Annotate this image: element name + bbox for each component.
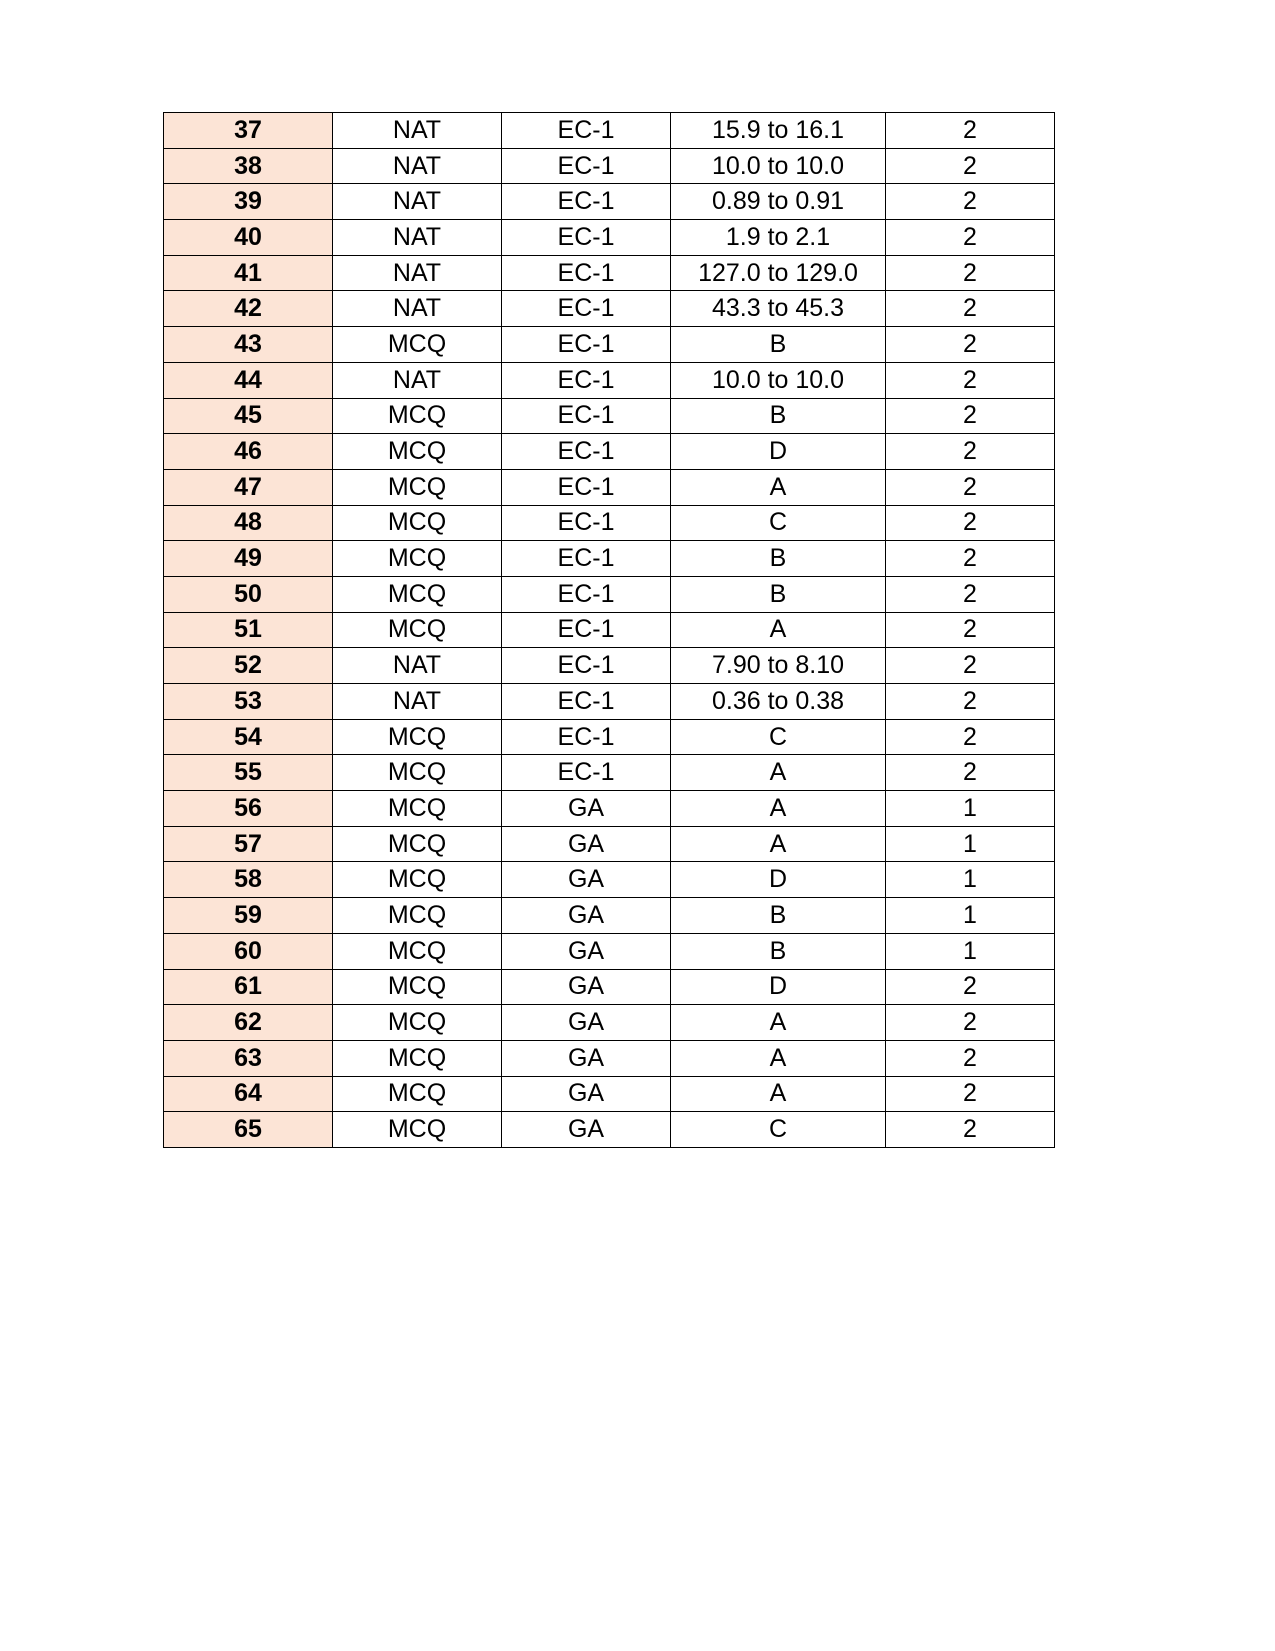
question-number-cell: 47 <box>164 469 333 505</box>
marks-cell: 2 <box>886 648 1055 684</box>
marks-cell: 2 <box>886 398 1055 434</box>
question-type-cell: MCQ <box>333 826 502 862</box>
question-type-cell: NAT <box>333 113 502 149</box>
table-row <box>164 220 1055 256</box>
question-number-cell: 42 <box>164 291 333 327</box>
question-number-cell: 61 <box>164 969 333 1005</box>
question-type-cell: MCQ <box>333 576 502 612</box>
table-row <box>164 362 1055 398</box>
table-row <box>164 826 1055 862</box>
answer-key-table <box>163 112 1055 1148</box>
answer-key-cell: 127.0 to 129.0 <box>671 255 886 291</box>
question-type-cell: MCQ <box>333 1005 502 1041</box>
marks-cell: 2 <box>886 327 1055 363</box>
question-number-cell: 38 <box>164 148 333 184</box>
table-row <box>164 291 1055 327</box>
table-row <box>164 113 1055 149</box>
question-type-cell: MCQ <box>333 327 502 363</box>
section-cell: EC-1 <box>502 576 671 612</box>
question-number-cell: 53 <box>164 684 333 720</box>
answer-key-cell: 1.9 to 2.1 <box>671 220 886 256</box>
section-cell: EC-1 <box>502 184 671 220</box>
table-row <box>164 541 1055 577</box>
table-row <box>164 1040 1055 1076</box>
question-type-cell: MCQ <box>333 505 502 541</box>
question-type-cell: MCQ <box>333 1076 502 1112</box>
section-cell: GA <box>502 898 671 934</box>
question-number-cell: 37 <box>164 113 333 149</box>
question-type-cell: MCQ <box>333 933 502 969</box>
marks-cell: 1 <box>886 862 1055 898</box>
section-cell: EC-1 <box>502 220 671 256</box>
marks-cell: 1 <box>886 826 1055 862</box>
answer-key-cell: 7.90 to 8.10 <box>671 648 886 684</box>
answer-key-cell: B <box>671 933 886 969</box>
question-number-cell: 62 <box>164 1005 333 1041</box>
marks-cell: 2 <box>886 291 1055 327</box>
answer-key-cell: A <box>671 469 886 505</box>
section-cell: EC-1 <box>502 362 671 398</box>
answer-key-cell: B <box>671 576 886 612</box>
answer-key-cell: D <box>671 969 886 1005</box>
answer-key-cell: A <box>671 826 886 862</box>
marks-cell: 2 <box>886 719 1055 755</box>
section-cell: EC-1 <box>502 113 671 149</box>
section-cell: EC-1 <box>502 684 671 720</box>
question-type-cell: MCQ <box>333 719 502 755</box>
question-number-cell: 40 <box>164 220 333 256</box>
section-cell: EC-1 <box>502 505 671 541</box>
section-cell: EC-1 <box>502 398 671 434</box>
section-cell: EC-1 <box>502 469 671 505</box>
section-cell: EC-1 <box>502 327 671 363</box>
answer-key-cell: B <box>671 398 886 434</box>
table-row <box>164 1112 1055 1148</box>
question-type-cell: NAT <box>333 148 502 184</box>
answer-key-cell: D <box>671 862 886 898</box>
section-cell: EC-1 <box>502 291 671 327</box>
question-number-cell: 51 <box>164 612 333 648</box>
question-number-cell: 52 <box>164 648 333 684</box>
answer-key-cell: C <box>671 719 886 755</box>
answer-key-cell: C <box>671 1112 886 1148</box>
answer-key-cell: 0.89 to 0.91 <box>671 184 886 220</box>
question-type-cell: NAT <box>333 184 502 220</box>
section-cell: GA <box>502 1005 671 1041</box>
marks-cell: 2 <box>886 113 1055 149</box>
answer-key-cell: B <box>671 898 886 934</box>
question-type-cell: MCQ <box>333 1112 502 1148</box>
question-number-cell: 48 <box>164 505 333 541</box>
question-type-cell: NAT <box>333 291 502 327</box>
section-cell: EC-1 <box>502 541 671 577</box>
table-row <box>164 933 1055 969</box>
table-row <box>164 898 1055 934</box>
question-type-cell: MCQ <box>333 541 502 577</box>
question-type-cell: NAT <box>333 648 502 684</box>
answer-key-cell: C <box>671 505 886 541</box>
marks-cell: 2 <box>886 255 1055 291</box>
question-type-cell: NAT <box>333 220 502 256</box>
section-cell: GA <box>502 826 671 862</box>
marks-cell: 1 <box>886 791 1055 827</box>
section-cell: GA <box>502 862 671 898</box>
section-cell: EC-1 <box>502 255 671 291</box>
marks-cell: 2 <box>886 148 1055 184</box>
answer-key-cell: 15.9 to 16.1 <box>671 113 886 149</box>
table-row <box>164 791 1055 827</box>
table-row <box>164 1076 1055 1112</box>
question-number-cell: 50 <box>164 576 333 612</box>
table-row <box>164 505 1055 541</box>
table-row <box>164 755 1055 791</box>
marks-cell: 2 <box>886 1112 1055 1148</box>
answer-key-cell: 10.0 to 10.0 <box>671 362 886 398</box>
answer-key-cell: A <box>671 755 886 791</box>
section-cell: GA <box>502 1112 671 1148</box>
table-row <box>164 719 1055 755</box>
table-row <box>164 648 1055 684</box>
marks-cell: 2 <box>886 184 1055 220</box>
question-type-cell: NAT <box>333 255 502 291</box>
question-type-cell: MCQ <box>333 612 502 648</box>
marks-cell: 2 <box>886 1005 1055 1041</box>
question-type-cell: MCQ <box>333 862 502 898</box>
section-cell: GA <box>502 933 671 969</box>
answer-key-cell: B <box>671 541 886 577</box>
section-cell: EC-1 <box>502 148 671 184</box>
question-number-cell: 65 <box>164 1112 333 1148</box>
question-number-cell: 45 <box>164 398 333 434</box>
section-cell: EC-1 <box>502 755 671 791</box>
question-type-cell: NAT <box>333 684 502 720</box>
answer-key-cell: A <box>671 1040 886 1076</box>
marks-cell: 1 <box>886 933 1055 969</box>
marks-cell: 2 <box>886 505 1055 541</box>
section-cell: GA <box>502 969 671 1005</box>
table-row <box>164 184 1055 220</box>
section-cell: EC-1 <box>502 434 671 470</box>
question-type-cell: MCQ <box>333 469 502 505</box>
marks-cell: 2 <box>886 612 1055 648</box>
marks-cell: 2 <box>886 362 1055 398</box>
table-row <box>164 969 1055 1005</box>
answer-key-cell: B <box>671 327 886 363</box>
table-row <box>164 434 1055 470</box>
answer-key-cell: 43.3 to 45.3 <box>671 291 886 327</box>
question-number-cell: 54 <box>164 719 333 755</box>
section-cell: GA <box>502 791 671 827</box>
table-row <box>164 327 1055 363</box>
marks-cell: 2 <box>886 1040 1055 1076</box>
question-number-cell: 58 <box>164 862 333 898</box>
answer-key-cell: 0.36 to 0.38 <box>671 684 886 720</box>
question-type-cell: NAT <box>333 362 502 398</box>
question-type-cell: MCQ <box>333 1040 502 1076</box>
question-number-cell: 60 <box>164 933 333 969</box>
answer-key-cell: A <box>671 612 886 648</box>
marks-cell: 2 <box>886 969 1055 1005</box>
question-number-cell: 55 <box>164 755 333 791</box>
question-number-cell: 64 <box>164 1076 333 1112</box>
marks-cell: 2 <box>886 434 1055 470</box>
marks-cell: 1 <box>886 898 1055 934</box>
answer-key-cell: A <box>671 791 886 827</box>
table-row <box>164 612 1055 648</box>
question-number-cell: 39 <box>164 184 333 220</box>
table-row <box>164 862 1055 898</box>
section-cell: EC-1 <box>502 719 671 755</box>
table-row <box>164 684 1055 720</box>
question-type-cell: MCQ <box>333 398 502 434</box>
answer-key-cell: A <box>671 1005 886 1041</box>
question-number-cell: 41 <box>164 255 333 291</box>
section-cell: EC-1 <box>502 612 671 648</box>
section-cell: GA <box>502 1040 671 1076</box>
marks-cell: 2 <box>886 684 1055 720</box>
answer-key-cell: 10.0 to 10.0 <box>671 148 886 184</box>
marks-cell: 2 <box>886 1076 1055 1112</box>
table-row <box>164 148 1055 184</box>
question-number-cell: 56 <box>164 791 333 827</box>
marks-cell: 2 <box>886 755 1055 791</box>
answer-key-cell: A <box>671 1076 886 1112</box>
table-row <box>164 1005 1055 1041</box>
answer-key-cell: D <box>671 434 886 470</box>
section-cell: GA <box>502 1076 671 1112</box>
marks-cell: 2 <box>886 541 1055 577</box>
question-type-cell: MCQ <box>333 755 502 791</box>
question-number-cell: 43 <box>164 327 333 363</box>
marks-cell: 2 <box>886 469 1055 505</box>
table-row <box>164 469 1055 505</box>
question-number-cell: 49 <box>164 541 333 577</box>
question-number-cell: 57 <box>164 826 333 862</box>
question-type-cell: MCQ <box>333 969 502 1005</box>
question-number-cell: 44 <box>164 362 333 398</box>
marks-cell: 2 <box>886 576 1055 612</box>
question-number-cell: 59 <box>164 898 333 934</box>
question-number-cell: 46 <box>164 434 333 470</box>
section-cell: EC-1 <box>502 648 671 684</box>
answer-key-body <box>164 113 1055 1148</box>
question-number-cell: 63 <box>164 1040 333 1076</box>
question-type-cell: MCQ <box>333 898 502 934</box>
question-type-cell: MCQ <box>333 791 502 827</box>
table-row <box>164 398 1055 434</box>
table-row <box>164 255 1055 291</box>
marks-cell: 2 <box>886 220 1055 256</box>
question-type-cell: MCQ <box>333 434 502 470</box>
table-row <box>164 576 1055 612</box>
